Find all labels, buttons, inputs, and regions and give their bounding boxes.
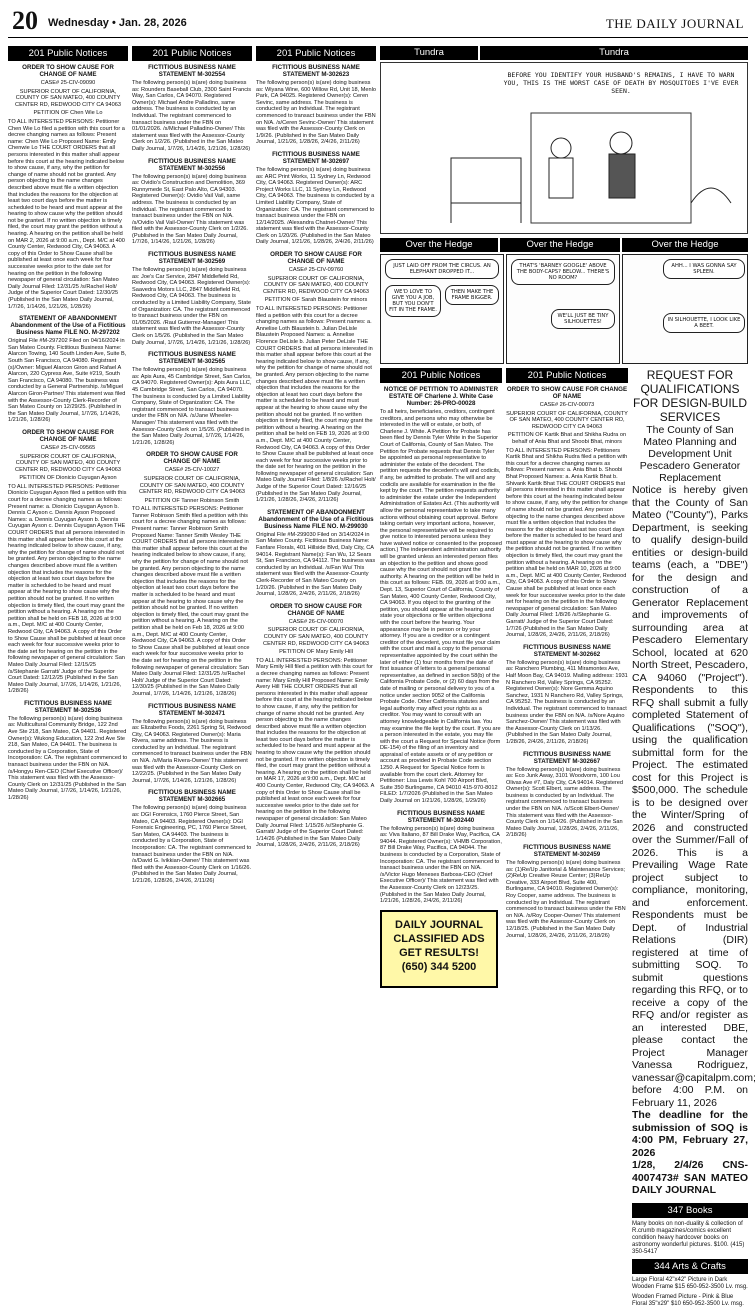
court-name: SUPERIOR COURT OF CALIFORNIA, COUNTY OF SAN MATEO, 400 COUNTY CENTER RD, REDWOOD CITY CA 94063 (15, 88, 121, 108)
notice-title: FICTITIOUS BUSINESS NAME STATEMENT M-302471 (148, 702, 236, 717)
notice-body: Original File #M-297202 Filed on 04/16/2024 in San Mateo County. Fictitious Business Name: Alarcon Towing, 140 South Linden Ave, Suite B, South San Francisco, CA 94080. Registrant (s)/Owner: Miguel Alarcon Giron and Rafael A Alarcon, 220 Cypress Ave, Suite #219, South San Francisco, CA 94080. The business was conducted by a General Partnership. /s/Miguel Alarcon Giron-Partner/ This statement was filed with the Assessor-County Clerk-Recorder of San Mateo County on 12/29/25. (Published in the San Mateo Daily Journal, 1/7/26, 1/14/26, 1/21/26, 1/28/26) (8, 338, 127, 424)
section-header: 201 Public Notices (256, 46, 376, 61)
notice-title: FICTITIOUS BUSINESS NAME STATEMENT M-302667 (523, 750, 611, 765)
notice (506, 644, 628, 746)
notices-column-1 (8, 46, 128, 1112)
case-number: CASE# 26-CIV-00073 (539, 402, 595, 408)
notice-body: The following person(s) is(are) doing business as: (1)Re/Up Janitorial & Maintenance Services; (2)ReUp Creative Reuse Center; (3)ReUp Creative, 333 Airport Blvd, Suite 400, Burlingame, CA 94010. Registered Owner(s): Roy Cooper, same address. The business is conducted by an Individual. The registrant commenced to transact business under the FBN on N/A. /s/Roy Cooper-Owner/ This statement was filed with the Assessor-County Clerk on 12/18/25. (Published in the San Mateo Daily Journal, 1/28/26, 2/4/26, 2/11/26, 2/18/26) (506, 860, 626, 939)
notice-body: The following person(s) is(are) doing business as: Ovidio's Construction and Demolition, 369 Runnymede St, East Palo Alto, CA 94303. Registered Owner(s): Ovidio Vail Vail, same address. The business is conducted by an Individual. The registrant commenced to transact business under the FBN on N/A. /s/Ovidio Vail Vail-Owner/ This statement was filed with the Assessor-County Clerk on 1/2/26. (Published in the San Mateo Daily Journal, 1/7/26, 1/14/26, 1/21/26, 1/28/26) (132, 173, 248, 246)
page-number: 20 (12, 6, 38, 35)
notice-title: FICTITIOUS BUSINESS NAME STATEMENT M-302623 (272, 64, 360, 78)
rfq-deadline: The deadline for the submission of SOQ is 4:00 PM, February 27, 2026 (632, 1109, 748, 1159)
speech-bubble: WE'LL JUST BE TINY SILHOUETTES! (551, 309, 615, 329)
notice-title: FICTITIOUS BUSINESS NAME STATEMENT M-302697 (272, 150, 360, 165)
classified-listing: Many books on non-duality & collection of R.crumb magazines/comics excellent condition heavy hardcover books on astronomy wonderful pictures. $100. (415) 350-5417 (632, 1220, 745, 1255)
notice (132, 703, 252, 785)
notice (256, 64, 376, 146)
notices-column-4 (380, 368, 502, 1112)
notice-body: TO ALL INTERESTED PERSONS: Petitioner Chen Wie Lo filed a petition with this court for a decree changing names as follows: Present name: Chen Wie Lo Proposed Name: Emily Chenwie Lo THE COURT ORDERS that all persons interested in this matter shall appear before this court at the hearing indicated below to show cause, if any, why the petition for change of name should not be granted. Any person objecting to the name changes described above must file a written objection that includes the reasons for the objection at least two court days before the matter is scheduled to be heard and must appear at the hearing to show cause why the petition should not be granted. If no written objection is timely filed, the court may grant the petition without a hearing. A hearing on the petition shall be held on MAR 2, 2026 at 9:00 a.m., Dept. M/C at 400 County Center, Redwood City, CA 94063. A copy of this Order to Show Cause shall be published at least once each week for four successive weeks prior to the date set for hearing on the petition in the following newspaper of general circulation: San Mateo Daily Journal Filed: 12/31/25 /s/Rachel Holt/ Judge of the Superior Court Dated: 12/30/25 (Published in the San Mateo Daily Journal, 1/7/26, 1/14/26, 1/21/26, 1/28/26) (8, 118, 125, 310)
notice (8, 315, 128, 424)
section-header: 201 Public Notices (506, 368, 628, 383)
speech-bubble: THAT'S 'BARNEY GOOGLE' ABOVE THE BODY-CAPS? BELOW... THERE'S NO ROOM? (511, 259, 615, 285)
classified-ad-box: DAILY JOURNAL CLASSIFIED ADS GET RESULTS! (650) 344 5200 (380, 910, 498, 988)
comic-title-bar: Tundra (480, 46, 748, 60)
notice (506, 844, 628, 939)
comic-panel (506, 254, 620, 364)
notice (132, 64, 252, 153)
rfq-column (632, 368, 756, 1307)
notice-body: To all heirs, beneficiaries, creditors, contingent creditors, and persons who may otherwise be interested in the will or estate, or both, of Charlene J. White. A Petition for Probate has been filed by Dennis Tyler White in the Superior Court of California, County of San Mateo. The Petition for Probate requests that Dennis Tyler be appointed as personal representative to administer the estate of the decedent. The petition requests the decedent's will and codicils, if any, be admitted to probate. The will and any codicils are available for examination in the file kept by the court. The petition requests authority to administer the estate under the Independent Administration of Estates Act. (This authority will allow the personal representative to take many actions without obtaining court approval. Before taking certain very important actions, however, the personal representative will be required to give notice to interested persons unless they have waived notice or consented to the proposed action.) The independent administration authority will be granted unless an interested person files an objection to the petition and shows good cause why the court should not grant the authority. A hearing on the petition will be held in this court as follows: FEB. 09, 2026 at 9:00 a.m., Dept. 13, Superior Court of California, County of San Mateo, 400 County Center, Redwood City, CA 94063. If you object to the granting of the petition, you should appear at the hearing and state your objections or file written objections with the court before the hearing. Your appearance may be in person or by your attorney. If you are a creditor or a contingent creditor of the decedent, you must file your claim with the court and mail a copy to the personal representative appointed by the court within the later of either (1) four months from the date of first issuance of letters to a general personal representative, as defined in section 58(b) of the California Probate Code, or (2) 60 days from the date of mailing or personal delivery to you of a notice under section 9052 of the California Probate Code. Other California statutes and legal authority may affect your rights as a creditor. You may want to consult with an attorney knowledgeable in California law. You may examine the file kept by the court. If you are a person interested in the estate, you may file with the court a Request for Special Notice (form DE-154) of the filing of an inventory and appraisal of estate assets or of any petition or account as provided in Probate Code section 1250. A Request for Special Notice form is available from the court clerk. Attorney for Petitioner: Lisa Lewis Kohl 700 Airport Blvd, Suite 350 Burlingame, CA 94010 415-970-8012 FILED: 1/7/2026 (Published in the San Mateo Daily Journal on 1/21/26, 1/28/26, 1/29/26) (380, 409, 502, 805)
tundra-comic (380, 62, 748, 234)
notice-body: Original File #M-299030 Filed on 3/14/2024 in San Mateo County. Fictitious Business Name: Fanfare Florals, 401 Hillside Blvd, Daly City, CA 94014. Registrant Name(s): Fan Wu, 12 Sears St, San Francisco, CA 94112. The business was conducted by an Individual. /s/Fan Wu/ This statement was filed with the Assessor-County Clerk-Recorder of San Mateo County on 1/20/26. (Published in the San Mateo Daily Journal, 1/28/26, 2/4/26, 2/11/26, 2/18/26) (256, 531, 376, 598)
notice-body: The following person(s) is(are) doing business as: DGI Forensics, 1760 Pierce Street, San Mateo, CA 94403. Registered Owner(s): DGI Forensic Engineering, PC, 1760 Pierce Street, San Mateo, CA 94403. The business is conducted by a Corporation, State of Incorporation: CA. The registrant commenced to transact business under the FBN on N/A. /s/David G. Ivikkian-Owner/ This statement was filed with the Assessor-County Clerk on 1/16/26. (Published in the San Mateo Daily Journal, 1/21/26, 1/28/26, 2/4/26, 2/11/26) (132, 805, 252, 884)
notice-body: The following person(s) is(are) doing business as: Eco Junk Away, 3101 Woodvorm, 100 Lou Olivas Ave #7, Daly City, CA 94014. Registered Owner(s): Scott Elbert, same address. The business is conducted by an Individual. The registrant commenced to transact business under the FBN on N/A. /s/Scott Elbert-Owner/ This statement was filed with the Assessor-County Clerk on 1/14/26. (Published in the San Mateo Daily Journal, 1/28/26, 2/4/26, 2/11/26, 2/18/26) (506, 766, 624, 839)
notice-title: ORDER TO SHOW CAUSE FOR CHANGE OF NAME (270, 251, 362, 266)
notice-title: ORDER TO SHOW CAUSE FOR CHANGE OF NAME (270, 602, 362, 617)
notice-body: TO ALL INTERESTED PERSONS: Petitioner Mary Emily Hill filed a petition with this court for a decree changing names as follows: Present name: Mary Emily Hill Proposed Name: Emily Avery Hill THE COURT ORDERS that all persons interested in this matter shall appear before this court at the hearing indicated below to show cause, if any, why the petition for change of name should not be granted. Any person objecting to the name changes described above must file a written objection that includes the reasons for the objection at least two court days before the matter is scheduled to be heard and must appear at the hearing to show cause why the petition should not be granted. If no written objection is timely filed, the court may grant the petition without a hearing. A hearing on the petition shall be held on MAR 17, 2026 at 9:00 a.m., Dept. M/C at 400 County Center, Redwood City, CA 94063. A copy of this Order to Show Cause shall be published at least once each week for four successive weeks prior to the date set for hearing on the petition in the following newspaper of general circulation: San Mateo Daily Journal Filed: 1/15/26 /s/Stephanie G. Garratt/ Judge of the Superior Court Dated: 1/14/26 (Published in the San Mateo Daily Journal, 1/28/26, 2/4/26, 2/11/26, 2/18/26) (256, 657, 375, 849)
notice (132, 789, 252, 884)
notice-title: FICTITIOUS BUSINESS NAME STATEMENT M-302565 (148, 351, 236, 366)
court-name: SUPERIOR COURT OF CALIFORNIA, COUNTY OF SAN MATEO, 400 COUNTY CENTER RD, REDWOOD CITY CA 94063 (506, 410, 628, 430)
speech-bubble: THEN MAKE THE FRAME BIGGER. (445, 285, 499, 305)
court-name: SUPERIOR COURT OF CALIFORNIA, COUNTY OF SAN MATEO, 400 COUNTY CENTER RD, REDWOOD CITY CA 94063 (15, 453, 121, 473)
comic-panel (622, 254, 748, 364)
classified-listing: Wooden Framed Picture - Pink & Blue Floral 35"x29" $10 650-952-3500 Lv. msg. (632, 1293, 744, 1307)
notice (8, 429, 128, 695)
notice (506, 386, 628, 639)
speech-bubble: JUST LAID OFF FROM THE CIRCUS. AN ELEPHANT DROPPED IT... (385, 259, 499, 279)
classified-listing: Large Floral 42"x42" Picture in Dark Wooden Frame $15 650-952-3500 Lv. msg. (632, 1276, 748, 1290)
comic-panel (380, 254, 504, 364)
section-header: 201 Public Notices (132, 46, 252, 61)
case-number: CASE# 25-CIV-09760 (288, 267, 344, 274)
notice-title: FICTITIOUS BUSINESS NAME STATEMENT M-302536 (24, 699, 112, 714)
court-name: SUPERIOR COURT OF CALIFORNIA, COUNTY OF SAN MATEO, 400 COUNTY CENTER RD, REDWOOD CITY CA 94063 (139, 475, 245, 496)
notice (8, 64, 128, 310)
notice-title: FICTITIOUS BUSINESS NAME STATEMENT M-302554 (148, 64, 236, 78)
notice-body: TO ALL INTERESTED PERSONS: Petitioner filed a petition with this court for a decree changing names as follows: Present names: a. Annelise Loth Blaustein b. Julian DeLisle Blaustein Proposed Names: a. Annelise Florence DeLisle b. Julian Peter DeLisle THE COURT ORDERS that all persons interested in this matter shall appear before this court at the hearing indicated below to show cause, if any, why the petition for change of name should not be granted. Any person objecting to the name changes described above must file a written objection that includes the reasons for the objection at least two court days before the matter is scheduled to be heard and must appear at the hearing to show cause why the petition should not be granted. If no written objection is timely filed, the court may grant the petition without a hearing. A hearing on the petition shall be held on FEB 19, 2026 at 9:00 a.m., Dept. M/C at 400 County Center, Redwood City, CA 94063. A copy of this Order to Show Cause shall be published at least once each week for four successive weeks prior to the date set for hearing on the petition in the following newspaper of general circulation: San Mateo Daily Journal Filed: 1/8/26 /s/Rachel Holt/ Judge of the Superior Court Dated: 12/16/25 (Published in the San Mateo Daily Journal, 1/21/26, 1/28/26, 2/4/26, 2/11/26) (256, 306, 376, 504)
section-header: 201 Public Notices (8, 46, 128, 61)
notice-title: STATEMENT OF ABANDONMENT Abandonment of the Use of a Fictitious Business Name FILE NO. M-299030 (258, 508, 374, 530)
petitioner: PETITION OF Kartik Bhat and Shikha Rudra on behalf of Ania Bhat and Shoobi Bhat, minors (507, 432, 627, 445)
notice-body: The following person(s) is(are) doing business as: Rounders Baseball Club, 2300 Saint Francis Way, San Carlos, CA 94070. Registered Owner(s): Michael Andre Palladino, same address. The business is conducted by an Individual. The registrant commenced to transact business under the FBN on 01/01/2026. /s/Michael Palladino-Owner/ This statement was filed with the Assessor-County Clerk on 1/2/26. (Published in the San Mateo Daily Journal, 1/7/26, 1/14/26, 1/21/26, 1/28/26) (132, 80, 252, 152)
case-number: CASE# 26-CIV-00070 (288, 618, 344, 625)
section-header: 201 Public Notices (380, 368, 502, 383)
notice-body: The following person(s) is(are) doing business as: ARC Print Works, 11 Sydney Ln, Redwood City, CA 94063. Registered Owner(s): ARC Project Works LLC, 11 Sydney Ln, Redwood City, CA 94063. The business is conducted by a Limited Liability Company, State of Organization: CA. The registrant commenced to transact business under the FBN on 12/14/2025. /Alexandra Chatnet-Owner/ This statement was filed with the Assessor-County Clerk on 1/20/26. (Published in the San Mateo Daily Journal, 1/21/26, 1/28/26, 2/4/26, 2/11/26) (256, 166, 375, 246)
petitioner: PETITION OF Tanner Robinson Smith (144, 497, 240, 504)
rfq-title: REQUEST FOR QUALIFICATIONS FOR DESIGN-BUILD SERVICES (632, 368, 747, 424)
notice (380, 386, 502, 805)
notice-title: ORDER TO SHOW CAUSE FOR CHANGE OF NAME (146, 451, 238, 466)
notice-title: FICTITIOUS BUSINESS NAME STATEMENT M-302665 (148, 789, 236, 804)
notice-title: FICTITIOUS BUSINESS NAME STATEMENT M-302459 (523, 844, 611, 859)
notice-title: STATEMENT OF ABANDONMENT Abandonment of the Use of a Fictitious Business Name FILE NO. M-297202 (10, 315, 126, 337)
notice-body: The following person(s) is(are) doing business as: Ranchero Plumbing, 411 Miramontes Ave, Half Moon Bay, CA 94019. Mailing address: 1931 N Ranchero Rd, Valley Springs, CA 95252. Registered Owner(s): Nore Gemma Aquino Sanchez, 1931 N Ranchero Rd, Valley Springs, CA 95252. The business is conducted by an Individual. The registrant commenced to transact business under the FBN on N/A. /s/Nore Aquino Sanchez-Owner/ This statement was filed with the Assessor-County Clerk on 1/13/26. (Published in the San Mateo Daily Journal, 1/28/26, 2/4/26, 2/11/26, 2/18/26) (506, 659, 628, 745)
notice (256, 509, 376, 598)
masthead (8, 6, 748, 38)
case-number: CASE# 25-CIV-10027 (164, 467, 220, 474)
court-name: SUPERIOR COURT OF CALIFORNIA, COUNTY OF SAN MATEO, 400 COUNTY CENTER RD, REDWOOD CITY CA 94063 (263, 627, 369, 647)
notice-body: The following person(s) is(are) doing business as: Viva Italiano, 87 Bill Drake Way, Pacifica, CA 94044. Registered Owner(s): VHMB Corporation, 87 Bill Drake Way, Pacifica, CA 94044. The business is conducted by a Corporation, State of Incorporation: CA. The registrant commenced to transact business under the FBN on N/A. /s/Victor Hugo Meneses Barbosa-CEO (Chief Executive Officer)/ This statement was filed with the Assessor-County Clerk on 12/23/25. (Published in the San Mateo Daily Journal, 1/21/26, 1/28/26, 2/4/26, 2/11/26) (380, 825, 502, 905)
notice-title: FICTITIOUS BUSINESS NAME STATEMENT M-302440 (397, 809, 485, 824)
petitioner: PETITION OF Chen Wie Lo (33, 110, 103, 117)
notices-column-3 (256, 46, 376, 1112)
notice (256, 151, 376, 246)
tundra-drawing (381, 63, 747, 233)
notice (132, 158, 252, 247)
rfq-body: Notice is hereby given that the County of San Mateo ("County"), Parks Department, is seeking to qualify design-build entities or design-build teams (each, a "DBE") for the design and construction of a Generator Replacement and improvements of surrounding area at Pescadero Elementary School, located at 620 North Street, Pescadero, CA 94060 ("Project"). Respondents to this RFQ shall submit a fully completed Statement of Qualifications ("SOQ"), using the qualification submittal form for the Project. The estimated cost for this Project is $500,000. The schedule is to be designed over the Winter/Spring of 2026 and constructed over the Summer/Fall of 2026. This is a Prevailing Wage Rate project subject to compliance, monitoring, and enforcement. Respondents must be Dept. of Industrial Relations (DIR) registered at time of submitting SOQ. To submit questions regarding this RFQ, or to receive a copy of the RFQ and/or register as an interested DBE, please contact the Project Manager Vanessa Rodriguez, vanessar@capitalpm.com; before 4:00 P.M. on February 11, 2026 (632, 484, 756, 1109)
page-date: Wednesday • Jan. 28, 2026 (48, 17, 187, 29)
notice-body: TO ALL INTERESTED PERSONS: Petitioner Dionicio Cuyugan Ayson filed a petition with this court for a decree changing names as follows: Present name: a. Dionicio Cuyugan Ayson b. Dennis C Ayson c. Dennis Ayson Proposed Names: a. Dennis Cuyugan Ayson b. Dennis Cuyugan Ayson c. Dennis Cuyugan Ayson THE COURT ORDERS that all persons interested in this matter shall appear before this court at the hearing indicated below to show cause, if any, why the petition for change of name should not be granted. Any person objecting to the name changes described above must file a written objection that includes the reasons for the objection at least two court days before the matter is scheduled to be heard and must appear at the hearing to show cause why the petition should not be granted. If no written objection is timely filed, the court may grant the petition without a hearing. A hearing on the petition shall be held on FEB 18, 2026 at 9:00 a.m., Dept. M/C at 400 County Center, Redwood City, CA 94063. A copy of this Order to Show Cause shall be published at least once each week for four successive weeks prior to the date set for hearing on the petition in the following newspaper of general circulation: San Mateo Daily Journal Filed: 12/15/25 /s/Stephanie Garratt/ Judge of the Superior Court Dated: 12/12/25 (Published in the San Mateo Daily Journal, 1/7/26, 1/14/26, 1/21/26, 1/28/26) (8, 483, 127, 695)
section-header: 344 Arts & Crafts (632, 1259, 748, 1274)
notice (132, 351, 252, 446)
notice-body: The following person(s) is(are) doing business as: Joe's Car Service, 2847 Middlefield Rd, Redwood City, CA 94063. Registered Owner(s): Saavedra Motors LLC, 2847 Middlefield Rd, Redwood City, CA 94063. The business is conducted by a Limited Liability Company, State of Organization: CA. The registrant commenced to transact business under the FBN on 01/05/2026. /Raul Gutierrez-Manager/ This statement was filed with the Assessor-County Clerk on 1/5/26. (Published in the San Mateo Daily Journal, 1/7/26, 1/14/26, 1/21/26, 1/28/26) (132, 267, 251, 346)
court-name: SUPERIOR COURT OF CALIFORNIA, COUNTY OF SAN MATEO, 400 COUNTY CENTER RD, REDWOOD CITY CA 94063 (263, 275, 369, 295)
notice-body: TO ALL INTERESTED PERSONS: Petitioners Kartik Bhat and Shikha Rudra filed a petition with this court for a decree changing names as follows: Present names: a. Ania Bhat b. Shoobi Bhat Proposed Names: a. Ania Kartik Bhat b. Shivank Kartik Bhat THE COURT ORDERS that all persons interested in this matter shall appear before this court at the hearing indicated below to show cause, if any, why the petition for change of name should not be granted. Any person objecting to the name changes described above must file a written objection that includes the reasons for the objection at least two court days before the matter is scheduled to be heard and must appear at the hearing to show cause why the petition should not be granted. If no written objection is timely filed, the court may grant the petition without a hearing. A hearing on the petition shall be held on MAR 10, 2026 at 9:00 a.m., Dept. M/C at 400 County Center, Redwood City, CA 94063. A copy of this Order to Show Cause shall be published at least once each week for four successive weeks prior to the date set for hearing on the petition in the following newspaper of general circulation: San Mateo Daily Journal Filed: 1/8/26 /s/Stephanie G. Garratt/ Judge of the Superior Court Dated: 1/7/26 (Published in the San Mateo Daily Journal, 1/28/26, 2/4/26, 2/11/26, 2/18/26) (506, 447, 628, 639)
comic-title-bar: Over the Hedge (500, 238, 620, 252)
comic-title-bar: Over the Hedge (380, 238, 498, 252)
speech-bubble: IN SILHOUETTE, I LOOK LIKE A BEET. (663, 313, 745, 333)
rfq-subtitle: The County of San Mateo Planning and Development Unit Pescadero Generator Replacement (639, 424, 741, 484)
notice-body: The following person(s) is(are) doing business as: Apis Aura, 45 Cambridge Street, San Carlos, CA 94070. Registered Owner(s): Apis Aura LLC, 45 Cambridge Street, San Carlos, CA 94070. The business is conducted by a Limited Liability Company, State of Organization: CA. The registrant commenced to transact business under the FBN on N/A. /s/Jane Wheeler-Manager/ This statement was filed with the Assessor-County Clerk on 1/5/26. (Published in the San Mateo Daily Journal, 1/7/26, 1/14/26, 1/21/26, 1/28/26) (132, 367, 252, 446)
petitioner: PETITION OF Mary Emily Hill (279, 649, 353, 656)
notice (132, 451, 252, 697)
comic-caption: BEFORE YOU IDENTIFY YOUR HUSBAND'S REMAINS, I HAVE TO WARN YOU, THIS IS THE WORST CASE OF DEATH BY MOSQUITOES I'VE EVER SEEN. (503, 71, 739, 95)
notice (8, 700, 128, 802)
notice (256, 251, 376, 504)
petitioner: PETITION OF Sarah Blaustein for minors (264, 297, 368, 304)
notice-body: The following person(s) is(are) doing business as: Elizabeths Foods, 2261 Spring St, Redwood City, CA 94063. Registered Owner(s): Maria Rivera, same address. The business is conducted by an Individual. The registrant commenced to transact business under the FBN on N/A. /s/Maria Rivera-Owner/ This statement was filed with the Assessor-County Clerk on 12/22/25. (Published in the San Mateo Daily Journal, 1/7/26, 1/14/26, 1/21/26, 1/28/26) (132, 718, 252, 784)
paper-name: THE DAILY JOURNAL (605, 16, 744, 31)
rfq-notice (632, 368, 756, 1197)
notice-title: ORDER TO SHOW CAUSE FOR CHANGE OF NAME (506, 386, 628, 400)
case-number: CASE# 25-CIV-09090 (40, 80, 96, 86)
notice-body: TO ALL INTERESTED PERSONS: Petitioner Tanner Robinson Smith filed a petition with this court for a decree changing names as follows: Present name: Tanner Robinson Smith Proposed Name: Tanner Smith Wesley THE COURT ORDERS that all persons interested in this matter shall appear before this court at the hearing indicated below to show cause, if any, why the petition for change of name should not be granted. Any person objecting to the name changes described above must file a written objection that includes the reasons for the objection at least two court days before the matter is scheduled to be heard and must appear at the hearing to show cause why the petition should not be granted. If no written objection is timely filed, the court may grant the petition without a hearing. A hearing on the petition shall be held on Feb 18, 2026 at 9:00 a.m., Dept. M/C at 400 County Center, Redwood City, CA 94063. A copy of this Order to Show Cause shall be published at least once each week for four successive weeks prior to the date set for hearing on the petition in the following newspaper of general circulation: San Mateo Daily Journal Filed: 12/31/25 /s/Rachel Holt/ Judge of the Superior Court Dated: 12/30/25 (Published in the San Mateo Daily Journal, 1/7/26, 1/14/26, 1/21/26, 1/28/26) (132, 506, 250, 697)
notice-title: FICTITIOUS BUSINESS NAME STATEMENT M-302569 (148, 251, 236, 266)
notice (256, 603, 376, 849)
notices-column-2 (132, 46, 252, 1112)
notice (380, 810, 502, 905)
speech-bubble: AHH... I WAS GONNA SAY SPLEEN. (663, 259, 745, 279)
speech-bubble: WE'D LOVE TO GIVE YOU A JOB, BUT YOU DON'T FIT IN THE FRAME. (385, 285, 441, 317)
notice-title: NOTICE OF PETITION TO ADMINISTER ESTATE OF Charlene J. White Case Number: 26-PRO-00028 (383, 386, 499, 407)
notice (506, 751, 628, 840)
section-header: 347 Books (632, 1203, 748, 1218)
notice-title: ORDER TO SHOW CAUSE FOR CHANGE OF NAME (22, 64, 114, 78)
notice-body: The following person(s) is(are) doing business as: Multicultural Community Bridge, 122 2nd Ave Ste 218, San Mateo, CA 94401. Registered Owner(s): Wukong Education, 122 2nd Ave Ste 218, San Mateo, CA 94401. The business is conducted by a Corporation, State of Incorporation: CA. The registrant commenced to transact business under the FBN on N/A. /s/Hongyu Ren-CEO (Chief Executive Officer)/ This statement was filed with the Assessor-County Clerk on 12/31/25 (Published in the San Mateo Daily Journal, 1/7/26, 1/14/26, 1/21/26, 1/28/26) (8, 715, 128, 801)
notices-column-5 (506, 368, 628, 1112)
notice-title: FICTITIOUS BUSINESS NAME STATEMENT M-302556 (148, 157, 236, 172)
notice-body: The following person(s) is(are) doing business as: Wiyana Wine, 600 Willow Rd, Unit 18, Menlo Park, CA 94025. Registered Owner(s): Ceren Sevinc, same address. The business is conducted by an Individual. The registrant commenced to transact business under the FBN on N/A. /s/Ceren Sevinc-Owner/ This statement was filed with the Assessor-County Clerk on 1/9/26. (Published in the San Mateo Daily Journal, 1/21/26, 1/28/26, 2/4/26, 2/11/26) (256, 80, 377, 146)
notice-title: ORDER TO SHOW CAUSE FOR CHANGE OF NAME (22, 428, 114, 443)
notice-title: FICTITIOUS BUSINESS NAME STATEMENT M-302662 (523, 643, 611, 658)
rfq-publication: 1/28, 2/4/26 CNS-4007473# SAN MATEO DAILY JOURNAL (632, 1159, 748, 1196)
comic-title-bar: Over the Hedge (622, 238, 748, 252)
case-number: CASE# 25-CIV-09565 (40, 444, 96, 451)
comic-title-bar: Tundra (380, 46, 478, 60)
petitioner: PETITION OF Dionicio Cuyugan Ayson (19, 475, 117, 482)
notice (132, 251, 252, 346)
